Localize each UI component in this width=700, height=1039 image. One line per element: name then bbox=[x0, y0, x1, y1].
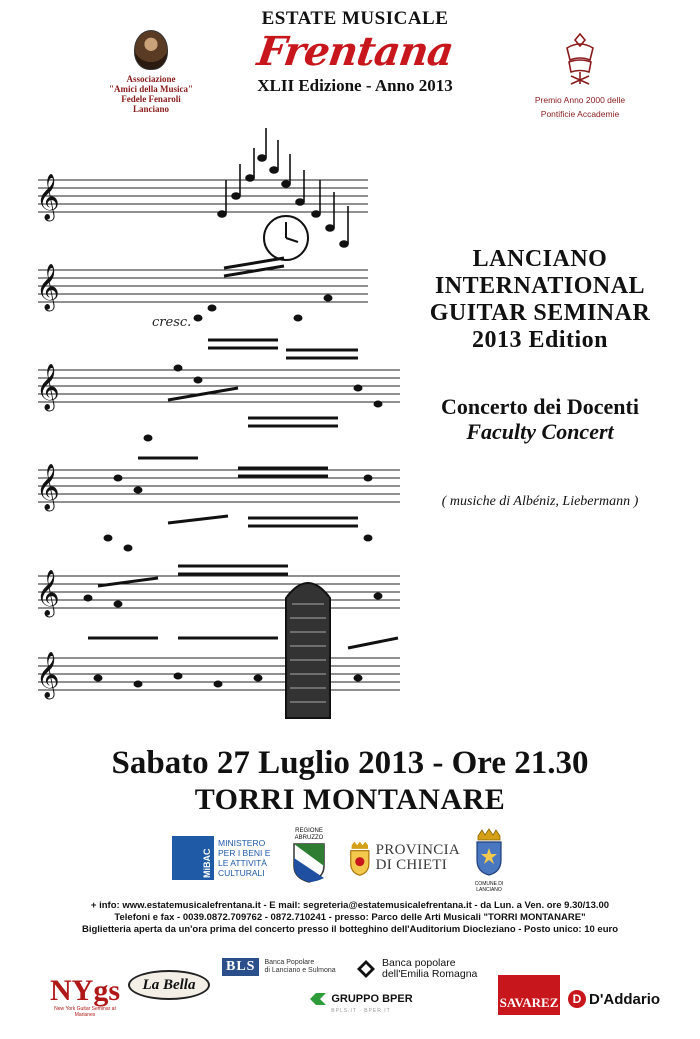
lanciano-crest-icon bbox=[473, 828, 505, 876]
provincia-chieti-logo bbox=[348, 828, 460, 888]
title-line3: GUITAR SEMINAR bbox=[429, 300, 651, 326]
association-line2: "Amici della Musica" bbox=[109, 84, 193, 94]
title-line1: LANCIANO bbox=[472, 246, 608, 272]
estate-musicale-text: ESTATE MUSICALE bbox=[261, 8, 449, 29]
mibac-logo bbox=[172, 828, 284, 888]
chieti-crest-icon bbox=[348, 838, 372, 878]
staff-lines-1 bbox=[38, 180, 368, 212]
comune-lanciano-logo bbox=[470, 828, 508, 893]
staff-lines-4 bbox=[38, 470, 400, 502]
provincia-line1: PROVINCIA bbox=[375, 842, 460, 858]
concert-en: Faculty Concert bbox=[466, 419, 614, 444]
daddario-d-icon: D bbox=[568, 990, 586, 1008]
nygs-logo bbox=[50, 962, 120, 1022]
gruppo-url: BPLS.IT · BPER.IT bbox=[331, 1008, 391, 1014]
festival-header bbox=[205, 8, 505, 96]
program-composers: ( musiche di Albéniz, Liebermann ) bbox=[441, 494, 639, 509]
tower-door bbox=[286, 583, 330, 718]
labella-logo: La Bella bbox=[128, 970, 210, 1000]
cresc-marking: cresc. bbox=[152, 315, 192, 330]
bper-diamond-icon bbox=[356, 959, 376, 979]
daddario-label: D'Addario bbox=[589, 990, 661, 1008]
treble-clef-icon: 𝄞 bbox=[36, 264, 60, 310]
frentana-logo: Frentana bbox=[254, 28, 456, 75]
papal-crest-icon bbox=[557, 30, 603, 86]
treble-clef-icon: 𝄞 bbox=[36, 464, 60, 510]
staff-lines-3 bbox=[38, 370, 400, 402]
info-line1: + info: www.estatemusicalefrentana.it - E mail: segreteria@estatemusicalefrentana.it - da Lun. a Ven. ore 9.30/13.00 bbox=[90, 900, 610, 911]
fenaroli-portrait bbox=[134, 30, 168, 70]
gruppo-bper-icon bbox=[309, 992, 327, 1006]
treble-clef-icon: 𝄞 bbox=[36, 570, 60, 616]
gruppo-bper-logo bbox=[306, 992, 416, 1014]
bper-line1: Banca popolare bbox=[382, 957, 456, 969]
seminar-title bbox=[400, 246, 680, 354]
bls-logo bbox=[222, 958, 352, 976]
abruzzo-line2: ABRUZZO bbox=[294, 835, 324, 841]
nygs-mark: NYgs bbox=[50, 974, 121, 1007]
bls-line2: di Lanciano e Sulmona bbox=[264, 967, 336, 974]
treble-clef-icon: 𝄞 bbox=[36, 174, 60, 220]
mibac-line1: MINISTERO bbox=[218, 838, 266, 848]
bls-mark: BLS bbox=[222, 958, 259, 976]
mibac-mark: MiBAC bbox=[172, 836, 214, 880]
award-line1: Premio Anno 2000 delle bbox=[534, 95, 626, 105]
award-line2: Pontificie Accademie bbox=[540, 109, 620, 119]
association-line1: Associazione bbox=[126, 74, 176, 84]
association-line4: Lanciano bbox=[132, 104, 169, 114]
gruppo-label: GRUPPO BPER bbox=[331, 993, 413, 1005]
event-date: Sabato 27 Luglio 2013 - Ore 21.30 bbox=[111, 745, 589, 781]
savarez-logo: SAVAREZ bbox=[498, 975, 560, 1015]
comune-label: COMUNE DI LANCIANO bbox=[474, 881, 504, 893]
association-line3: Fedele Fenaroli bbox=[121, 94, 181, 104]
event-venue: TORRI MONTANARE bbox=[194, 783, 506, 816]
contact-info bbox=[40, 900, 660, 936]
treble-clef-icon: 𝄞 bbox=[36, 364, 60, 410]
concert-title bbox=[400, 394, 680, 444]
info-line2: Telefoni e fax - 0039.0872.709762 - 0872.710241 - presso: Parco delle Arti Musicali "TORRI MONTANARE" bbox=[114, 912, 586, 923]
staff-lines-5 bbox=[38, 576, 400, 608]
edition-text: XLII Edizione - Anno 2013 bbox=[257, 76, 453, 95]
bls-line1: Banca Popolare bbox=[264, 959, 315, 966]
association-logo bbox=[96, 30, 206, 114]
abruzzo-shield-icon bbox=[292, 842, 326, 884]
bper-line2: dell'Emilia Romagna bbox=[382, 968, 478, 980]
abruzzo-line1: REGIONE bbox=[295, 828, 323, 834]
title-line4: 2013 Edition bbox=[471, 327, 609, 353]
music-tower-illustration bbox=[28, 118, 408, 728]
treble-clef-icon: 𝄞 bbox=[36, 652, 60, 698]
pontifical-award-logo bbox=[525, 30, 635, 119]
note-tower bbox=[84, 128, 398, 718]
regione-abruzzo-logo bbox=[288, 828, 330, 888]
staff-lines-2 bbox=[38, 270, 368, 302]
mibac-line4: CULTURALI bbox=[218, 868, 265, 878]
title-line2: INTERNATIONAL bbox=[434, 273, 646, 299]
info-line3: Biglietteria aperta da un'ora prima del concerto presso il botteghino dell'Auditorium Diocleziano - Posto unico: 10 euro bbox=[81, 924, 619, 935]
bper-logo bbox=[356, 958, 496, 980]
mibac-line2: PER I BENI E bbox=[218, 848, 271, 858]
daddario-logo bbox=[568, 990, 663, 1008]
provincia-line2: DI CHIETI bbox=[375, 857, 448, 873]
nygs-caption: New York Guitar Seminar at Marianes bbox=[54, 1006, 116, 1018]
treble-clefs bbox=[36, 174, 60, 700]
mibac-line3: LE ATTIVITÀ bbox=[218, 858, 267, 868]
concert-it: Concerto dei Docenti bbox=[441, 394, 639, 419]
